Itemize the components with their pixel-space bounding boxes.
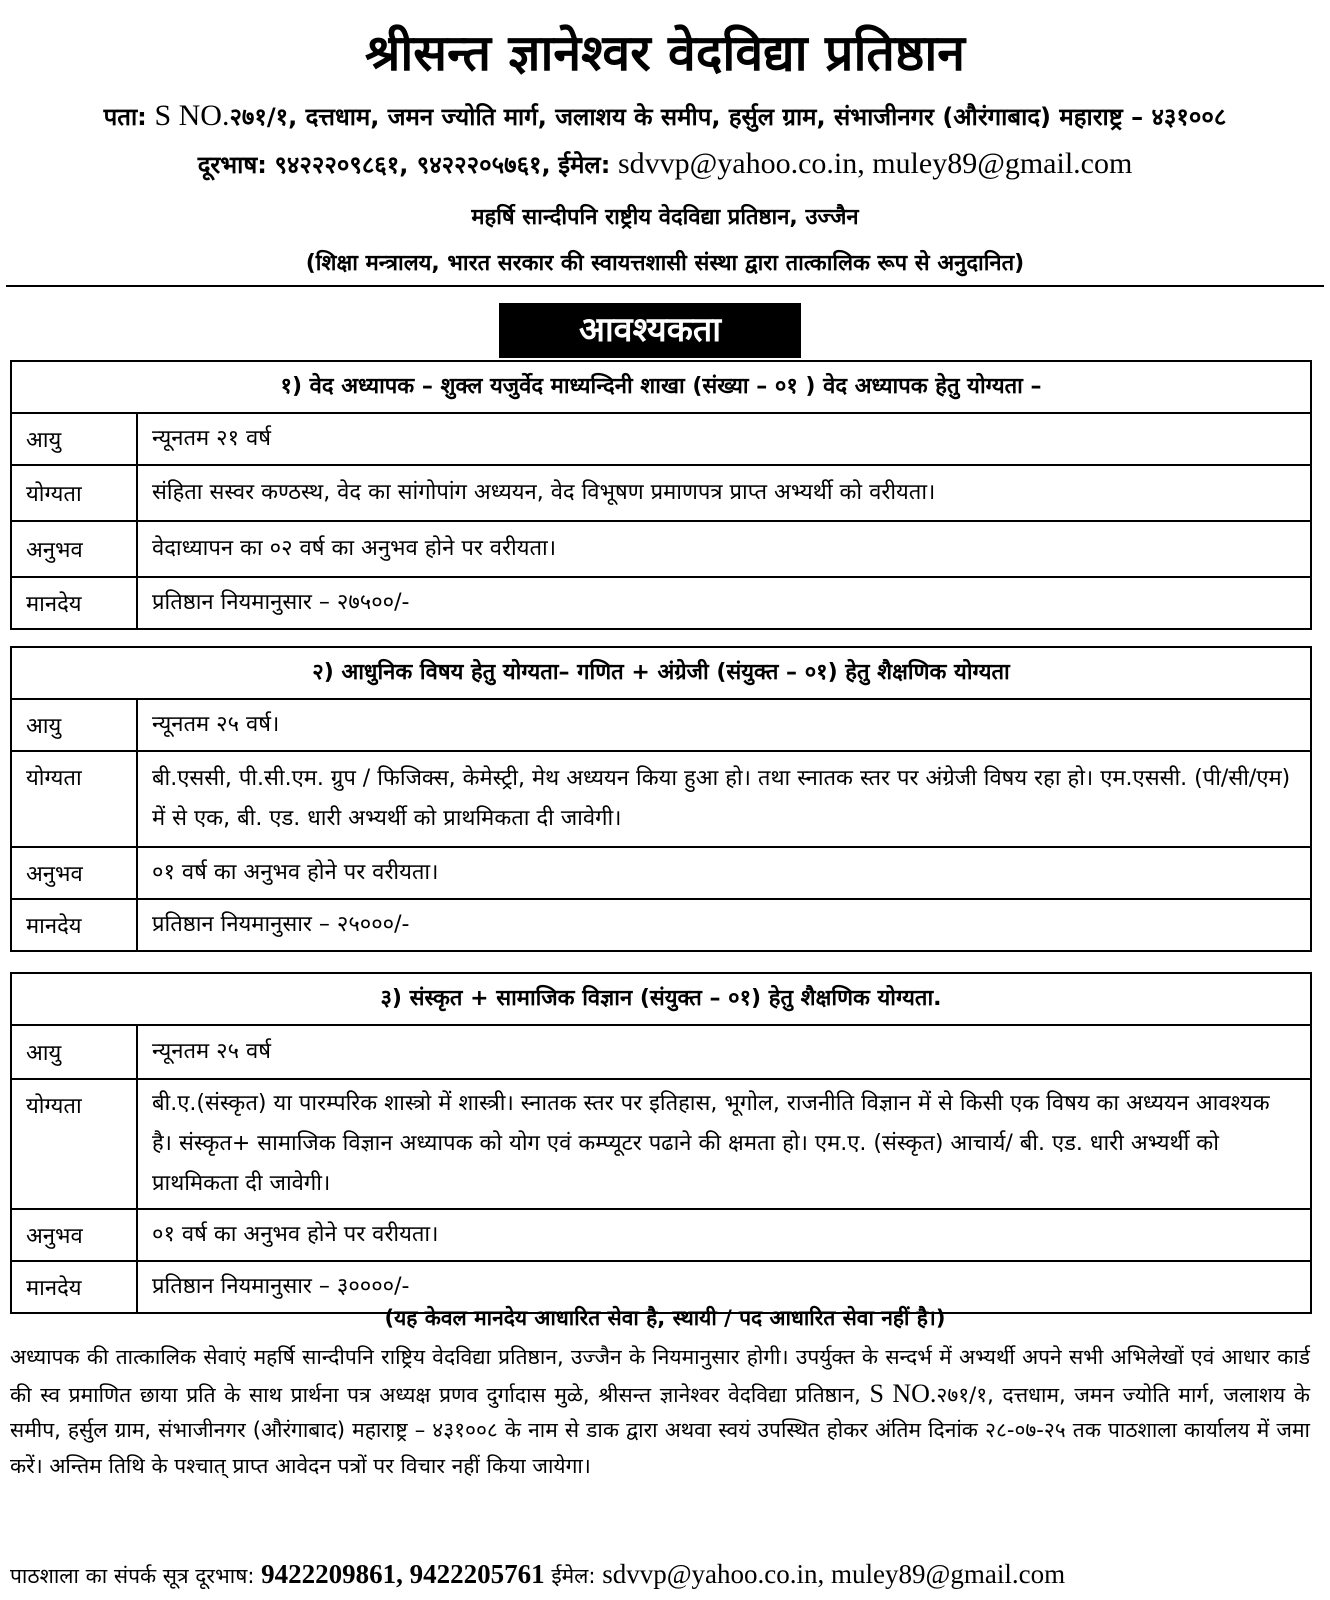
row-label: आयु [12,700,138,750]
contact-email-label: ईमेल: [551,1564,596,1588]
row-value: बी.एससी, पी.सी.एम. ग्रुप / फिजिक्स, केमेस्ट्री, मेथ अध्ययन किया हुआ हो। तथा स्नातक स्तर पर अंग्रेजी विषय रहा हो। एम.एससी. (पी/सी/एम) में से एक, बी. एड. धारी अभ्यर्थी को प्राथमिकता दी जावेगी। [152,766,1291,831]
email-label: ईमेल: [558,151,611,179]
requirement-section-1 [10,360,1312,630]
address-line [10,96,1320,137]
table-row [12,522,1310,578]
address-sno: S NO. [154,99,230,132]
row-label: योग्यता [12,1080,138,1208]
table-row [12,1026,1310,1080]
phone-label: दूरभाष: [197,151,267,179]
school-contact-line [10,1556,1320,1594]
table-row [12,414,1310,466]
row-label: योग्यता [12,752,138,846]
row-label: मानदेय [12,1262,138,1312]
row-value: बी.ए.(संस्कृत) या पारम्परिक शास्त्रो में शास्त्री। स्नातक स्तर पर इतिहास, भूगोल, राजनीति विज्ञान में से किसी एक विषय का अध्ययन आवश्यक है। संस्कृत+ सामाजिक विज्ञान अध्यापक को योग एवं कम्प्यूटर पढाने की क्षमता हो। एम.ए. (संस्कृत) आचार्य/ बी. एड. धारी अभ्यर्थी को प्राथमिकता दी जावेगी। [152,1091,1270,1196]
contact-header-line [10,144,1320,185]
section-title: १) वेद अध्यापक – शुक्ल यजुर्वेद माध्यन्दिनी शाखा (संख्या – ०१ ) वेद अध्यापक हेतु योग्यता – [12,362,1310,414]
row-value: वेदाध्यापन का ०२ वर्ष का अनुभव होने पर वरीयता। [152,536,557,561]
section-title: २) आधुनिक विषय हेतु योग्यता– गणित + अंग्रेजी (संयुक्त – ०१) हेतु शैक्षणिक योग्यता [12,648,1310,700]
requirement-section-2 [10,646,1312,952]
header-divider [6,285,1324,287]
table-row [12,466,1310,522]
row-value: प्रतिष्ठान नियमानुसार – ३००००/- [152,1274,410,1299]
contact-emails: sdvvp@yahoo.co.in, muley89@gmail.com [602,1559,1066,1589]
table-row [12,578,1310,628]
row-label: अनुभव [12,522,138,576]
section-title: ३) संस्कृत + सामाजिक विज्ञान (संयुक्त – ०१) हेतु शैक्षणिक योग्यता. [12,974,1310,1026]
funding-line: (शिक्षा मन्त्रालय, भारत सरकार की स्वायत्तशासी संस्था द्वारा तात्कालिक रूप से अनुदानित) [305,251,1025,276]
instructions-part-b: २७१/१, दत्तधाम, जमन ज्योति मार्ग, जलाशय के समीप, हर्सुल ग्राम, संभाजीनगर (औरंगाबाद) महाराष्ट्र – ४३१००८ के नाम से डाक द्वारा अथवा स्वयं उपस्थित होकर अंतिम दिनांक २८-०७-२५ तक पाठशाला कार्यालय में जमा करें। अन्तिम तिथि के पश्चात् प्राप्त आवेदन पत्रों पर विचार नहीं किया जायेगा। [10,1382,1310,1478]
row-value: न्यूनतम २५ वर्ष। [152,712,280,737]
row-label: आयु [12,1026,138,1078]
row-value: ०१ वर्ष का अनुभव होने पर वरीयता। [152,860,439,885]
row-value: न्यूनतम २१ वर्ष [152,426,271,451]
table-row [12,900,1310,950]
service-note: (यह केवल मानदेय आधारित सेवा है, स्थायी / पद आधारित सेवा नहीं है।) [384,1306,946,1330]
table-row [12,1080,1310,1210]
contact-phones: 9422209861, 9422205761 [261,1559,545,1589]
table-row [12,1210,1310,1262]
instructions-part-a: अध्यापक की तात्कालिक सेवाएं महर्षि सान्दीपनि राष्ट्रिय वेदविद्या प्रतिष्ठान, उज्जैन के नियमानुसार होगी। उपर्युक्त के सन्दर्भ में अभ्यर्थी अपने सभी अभिलेखों एवं आधार कार्ड की स्व प्रमाणित छाया प्रति के साथ प्रार्थना पत्र अध्यक्ष प्रणव दुर्गादास मुळे, श्रीसन्त ज्ञानेश्वर वेदविद्या प्रतिष्ठान, [10,1345,1310,1407]
table-row [12,700,1310,752]
table-row [12,752,1310,848]
row-label: मानदेय [12,900,138,950]
address-text: २७१/१, दत्तधाम, जमन ज्योति मार्ग, जलाशय के समीप, हर्सुल ग्राम, संभाजीनगर (औरंगाबाद) महाराष्ट्र – ४३१००८ [229,103,1227,131]
row-label: मानदेय [12,578,138,628]
row-label: योग्यता [12,466,138,520]
instructions-paragraph [10,1340,1310,1484]
row-value: प्रतिष्ठान नियमानुसार – २५०००/- [152,912,410,937]
phone-numbers: ९४२२२०९८६१, ९४२२२०५७६१, [274,151,551,179]
requirement-section-3 [10,972,1312,1314]
instructions-sno: S NO. [869,1378,937,1408]
section-heading-banner: आवश्यकता [499,303,801,358]
table-row [12,848,1310,900]
header-emails: sdvvp@yahoo.co.in, muley89@gmail.com [617,147,1133,180]
row-value: प्रतिष्ठान नियमानुसार – २७५००/- [152,590,410,615]
row-value: न्यूनतम २५ वर्ष [152,1039,271,1064]
row-label: अनुभव [12,848,138,898]
row-value: संहिता सस्वर कण्ठस्थ, वेद का सांगोपांग अध्ययन, वेद विभूषण प्रमाणपत्र प्राप्त अभ्यर्थी को वरीयता। [152,480,936,505]
row-label: अनुभव [12,1210,138,1260]
contact-label: पाठशाला का संपर्क सूत्र दूरभाष: [10,1564,255,1588]
row-value: ०१ वर्ष का अनुभव होने पर वरीयता। [152,1222,439,1247]
address-label: पता: [103,103,147,131]
row-label: आयु [12,414,138,464]
affiliation-line: महर्षि सान्दीपनि राष्ट्रीय वेदविद्या प्रतिष्ठान, उज्जैन [471,205,859,230]
page-title: श्रीसन्त ज्ञानेश्वर वेदविद्या प्रतिष्ठान [364,24,966,82]
